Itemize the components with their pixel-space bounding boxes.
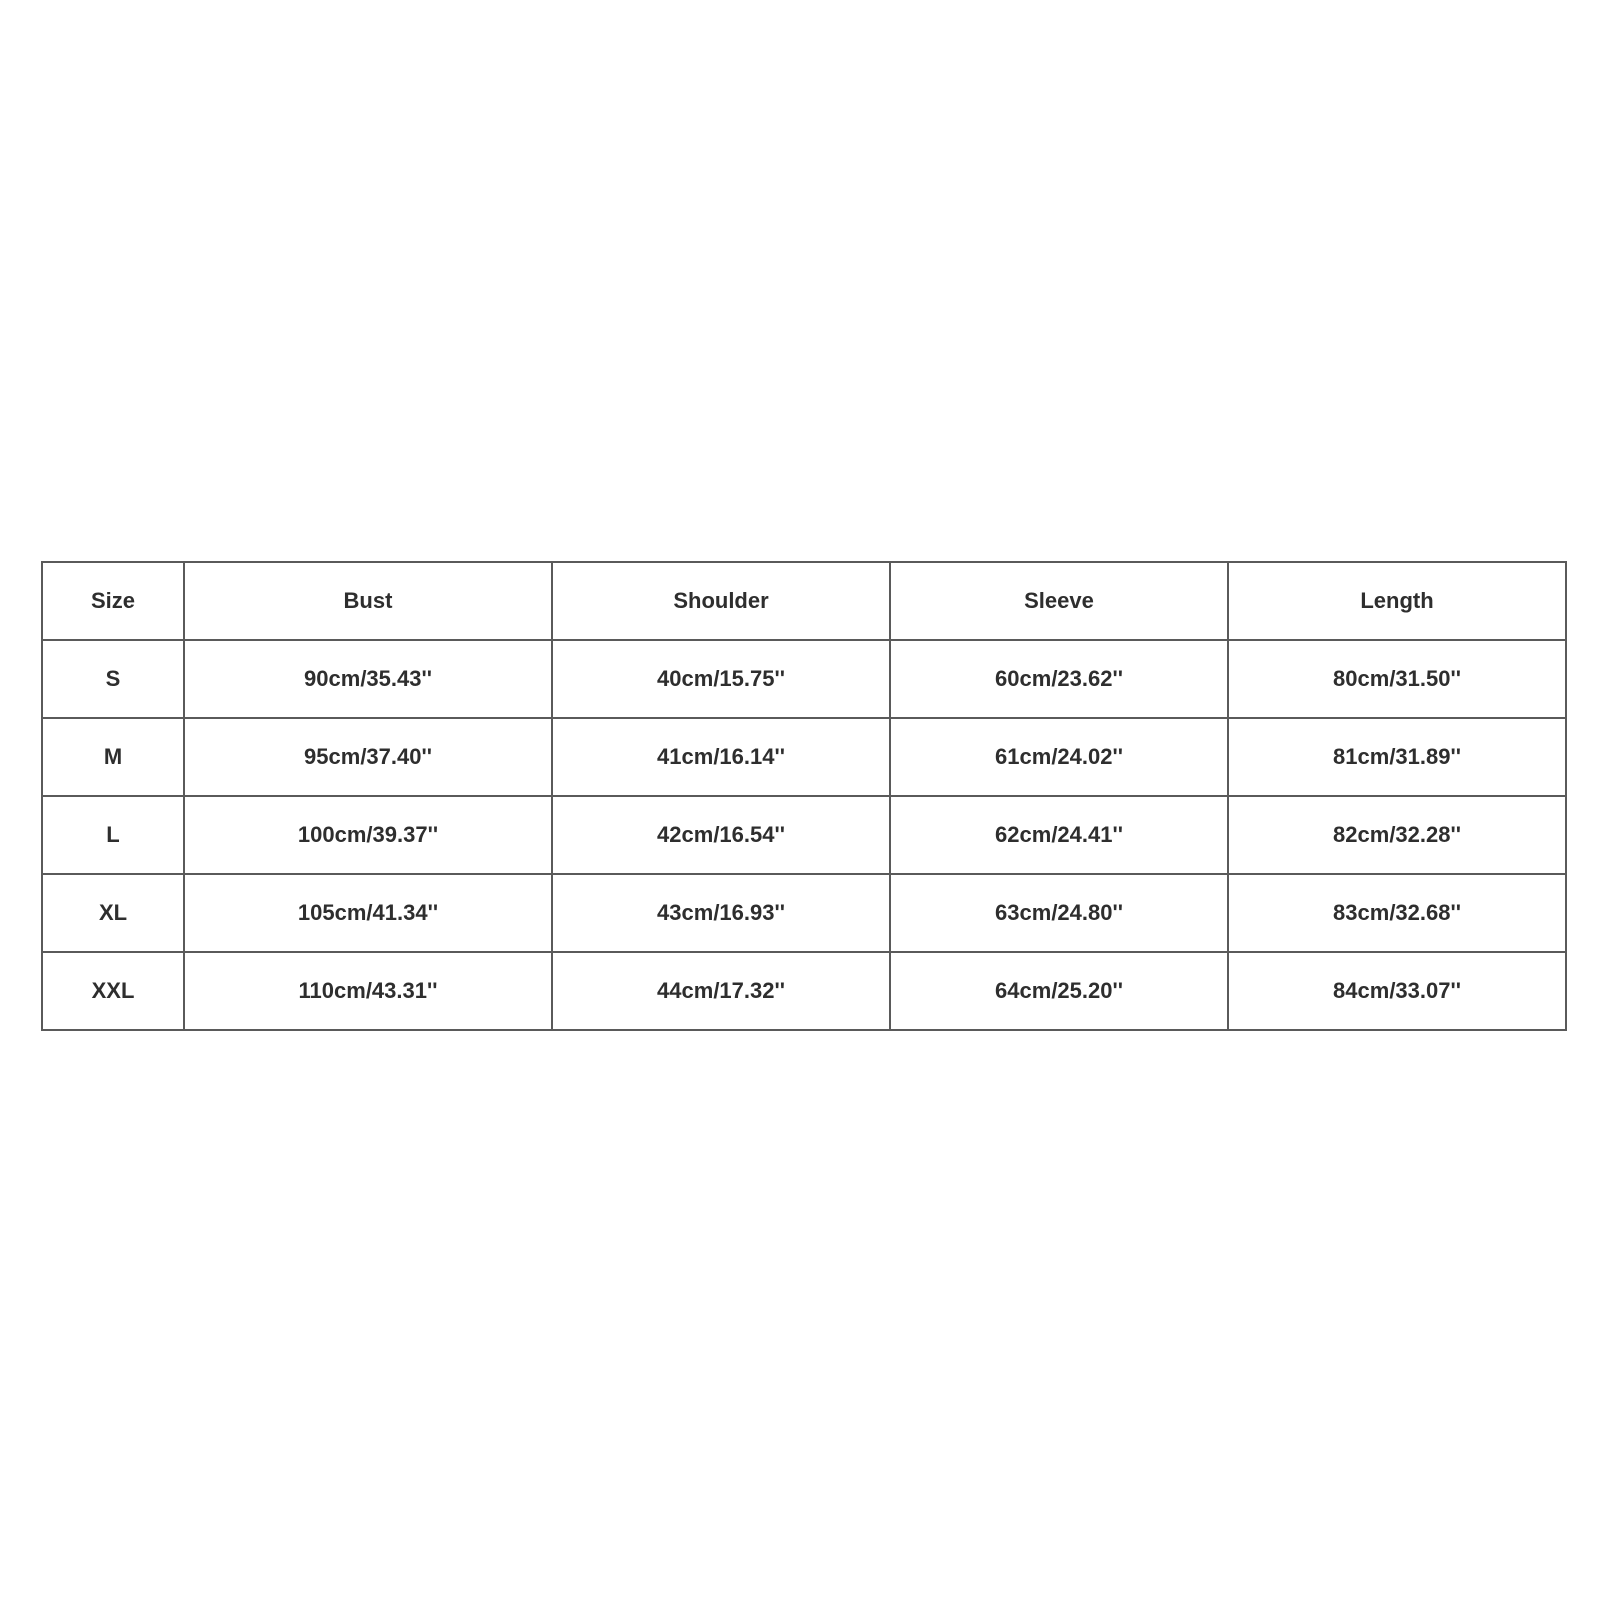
table-row: [42, 640, 1566, 718]
cell-sleeve: 64cm/25.20'': [890, 952, 1228, 1030]
table-row: [42, 874, 1566, 952]
header-bust: Bust: [184, 562, 552, 640]
table-row: [42, 718, 1566, 796]
table-row: [42, 796, 1566, 874]
cell-sleeve: 61cm/24.02'': [890, 718, 1228, 796]
cell-shoulder: 40cm/15.75'': [552, 640, 890, 718]
size-chart-table: [41, 561, 1567, 1031]
cell-shoulder: 44cm/17.32'': [552, 952, 890, 1030]
cell-length: 81cm/31.89'': [1228, 718, 1566, 796]
header-shoulder: Shoulder: [552, 562, 890, 640]
cell-size: XL: [42, 874, 184, 952]
header-row: [42, 562, 1566, 640]
header-length: Length: [1228, 562, 1566, 640]
cell-size: XXL: [42, 952, 184, 1030]
cell-sleeve: 62cm/24.41'': [890, 796, 1228, 874]
header-sleeve: Sleeve: [890, 562, 1228, 640]
cell-length: 84cm/33.07'': [1228, 952, 1566, 1030]
cell-length: 82cm/32.28'': [1228, 796, 1566, 874]
cell-shoulder: 41cm/16.14'': [552, 718, 890, 796]
cell-size: L: [42, 796, 184, 874]
cell-size: S: [42, 640, 184, 718]
cell-size: M: [42, 718, 184, 796]
cell-bust: 110cm/43.31'': [184, 952, 552, 1030]
table-row: [42, 952, 1566, 1030]
cell-bust: 95cm/37.40'': [184, 718, 552, 796]
cell-bust: 105cm/41.34'': [184, 874, 552, 952]
cell-shoulder: 42cm/16.54'': [552, 796, 890, 874]
cell-bust: 100cm/39.37'': [184, 796, 552, 874]
header-size: Size: [42, 562, 184, 640]
cell-sleeve: 60cm/23.62'': [890, 640, 1228, 718]
cell-sleeve: 63cm/24.80'': [890, 874, 1228, 952]
cell-shoulder: 43cm/16.93'': [552, 874, 890, 952]
cell-length: 83cm/32.68'': [1228, 874, 1566, 952]
cell-bust: 90cm/35.43'': [184, 640, 552, 718]
cell-length: 80cm/31.50'': [1228, 640, 1566, 718]
